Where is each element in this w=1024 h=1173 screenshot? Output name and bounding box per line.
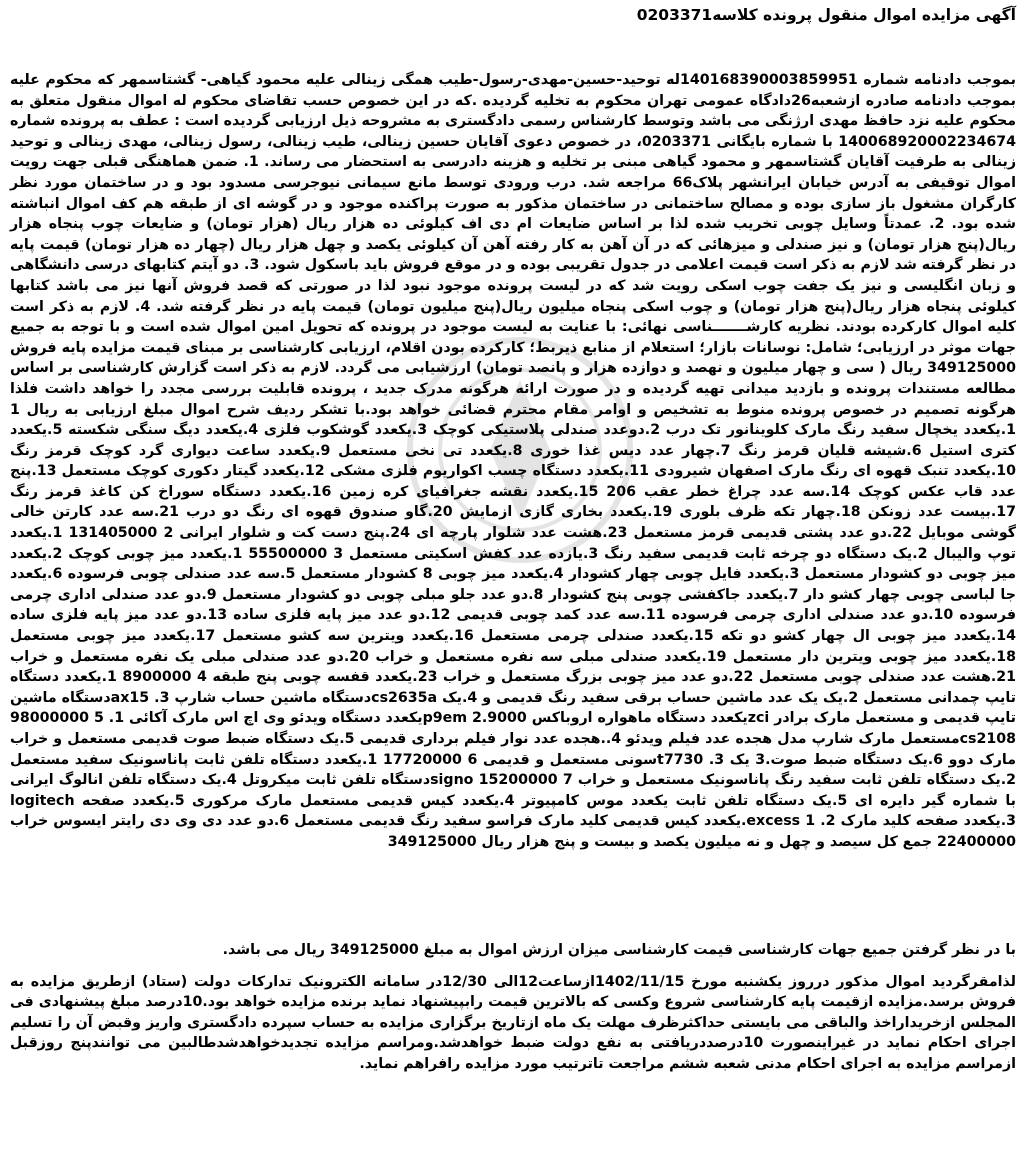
auction-terms: لذامقرگردید اموال مذکور درروز یکشنبه مورخ 1402/11/15ازساعت12الی 12/30در سامانه الکترونیک تدارکات دولت (ستاد) ازطریق مزایده به فروش برسد.مزایده ازقیمت پایه کارشناسی شروع وکسی که بالاترین قیمت رابپیشنهاد نماید برنده مزایده خواهد بود.10درصد مبلغ پیشنهادی فی المجلس ازخریداراخذ والباقی می بایستی حداکثرظرف مهلت یک ماه ازتاریخ برگزاری مزایده به حساب سپرده دادگستری واریز وقبض آن را تسلیم اجرای احکام نماید در غیراینصورت 10درصددریافتی به نفع دولت ضبط خواهدشد.ومراسم مزایده تجدیدخواهدشدطالبین می توانندپنج روزقبل ازمراسم مزایده به اجرای احکام مدنی شعبه ششم مراجعت تاترتیب مورد مزایده رافراهم نماید.: [10, 974, 1016, 1072]
valuation-summary: با در نظر گرفتن جمیع جهات کارشناسی قیمت کارشناسی میزان ارزش اموال به مبلغ 349125000 ریال می باشد.: [222, 942, 1016, 958]
notice-title: آگهی مزایده اموال منقول پرونده کلاسه0203371: [636, 6, 1016, 24]
notice-body: بموجب دادنامه شماره 140168390003859951له توحید-حسین-مهدی-رسول-طیب همگی زینالی علیه محمود گیاهی- گشتاسمهر که محکوم علیه بموجب دادنامه صادره ازشعبه26دادگاه عمومی تهران محکوم به تخلیه گردیده .که در این خصوص حسب تقاضای محکوم له اموال منقول متعلق به محکوم علیه نزد حافظ مهدی ارژنگی می باشد وتوسط کارشناس رسمی دادگستری به مشروحه ذیل ارزیابی گردیده است : عطف به پرونده شماره 140068920002234674 با شماره بایگانی 0203371، در خصوص دعوی آقایان حسین زینالی، طیب زینالی، رسول زینالی، مهدی زینالی و توحید زینالی به طرفیت آقایان گشتاسمهر و محمود گیاهی مبنی بر تخلیه و هزینه دادرسی به استحضار می رساند. 1. ضمن هماهنگی قبلی جهت رویت اموال توقیفی به آدرس خیابان ایرانشهر پلاک66 مراجعه شد. درب ورودی توسط مانع سیمانی نیوجرسی مسدود بود و در ساختمان مورد نظر کارگران مشغول باز سازی بوده و مصالح ساختمانی در ساختمان مذکور به صورت پراکنده موجود و در گوشه ای از طبقه هم کف اموال انباشته شده بود. 2. عمدتاً وسایل چوبی تخریب شده لذا بر اساس ضایعات ام دی اف کیلوئی ده هزار ریال (هزار تومان) و ضایعات چوب پنجاه هزار ریال(پنج هزار تومان) و نیز صندلی و میزهائی که در آن آهن به کار رفته آهن آن کیلوئی یکصد و چهل هزار ریال (چهار ده هزار تومان) قیمت پایه در نظر گرفته شد لازم به ذکر است قیمت اعلامی در جدول تقریبی بوده و در موقع فروش باید باسکول شود. 3. دو آیتم کتابهای درسی دانشگاهی و زبان انگلیسی و نیز یک جفت چوب اسکی رویت شد که در لیست پرونده موجود نبود لذا در صورتی که قصد فروش آنها نیز می باشد کتابها کیلوئی پنجاه هزار ریال(پنج هزار تومان) و چوب اسکی پنجاه میلیون ریال(پنج میلیون تومان) قیمت پایه در نظر گرفته شد. 4. لازم به ذکر است کلیه اموال کارکرده بودند. نظریه کارشـــــــناسی نهائی: با عنایت به لیست موجود در پرونده که تحویل امین اموال شده است و با توجه به جمیع جهات موثر در ارزیابی؛ شامل: نوسانات بازار؛ استعلام از منابع ذیربط؛ کارکرده بودن اقلام، ارزیابی کارشناسی بر مبنای قیمت مزایده پایه فروش 349125000 ریال ( سی و چهار میلیون و نهصد و دوازده هزار و پانصد تومان) ارزشیابی می گردد. لازم به ذکر است گزارش کارشناسی بر اساس مطالعه مستندات پرونده و بازدید میدانی تهیه گردیده و در صورت ارائه هرگونه مدرک جدید ، پرونده قابلیت بررسی مجدد را خواهد داشت فلذا هرگونه تصمیم در خصوص پرونده منوط به تشخیص و اوامر مقام محترم قضائی خواهد بود.با تشکر ردیف شرح اموال مبلغ ارزیابی به ریال 1 1.یکعدد یخچال سفید رنگ مارک کلوینانور تک درب 2.دوعدد صندلی پلاستیکی کوچک 3.یکعدد گوشکوب فلزی 4.یکعدد دیگ سنگی شکسته 5.یکعدد کتری استیل 6.شیشه قلیان قرمز رنگ 7.چهار عدد دیس غذا خوری 8.یکعدد تی نخی مستعمل 9.یکعدد ساعت دیواری گرد کوچک قرمز رنگ 10.یکعدد تنبک قهوه ای رنگ مارک اصفهان شیرودی 11.یکعدد دستگاه چسب اکواریوم فلزی مشکی 12.یکعدد گیتار دکوری کوچک مستعمل 13.پنج عدد قاب عکس کوچک 14.سه عدد چراغ خطر عقب 206 15.یکعدد نقشه جغرافیای کره زمین 16.یکعدد دستگاه سوراخ کن کاغذ قرمز رنگ 17.بیست عدد زونکن 18.چهار تکه ظرف بلوری 19.یکعدد بخاری گازی ازمایش 20.گاو صندوق قهوه ای رنگ دو درب 21.سه عدد کارتن خالی گوشی موبایل 22.دو عدد پشتی قدیمی قرمز مستعمل 23.هشت عدد شلوار پارچه ای 24.پنج دست کت و شلوار ایرانی 2 131405000 1.یکعدد توپ والیبال 2.یک دستگاه دو چرخه ثابت قدیمی سفید رنگ 3.یازده عدد کفش اسکیتی مستعمل 3 55500000 1.یکعدد میز چوبی کوچک 2.یکعدد میز چوبی دو کشودار مستعمل 3.یکعدد فایل چوبی چهار کشودار 4.یکعدد میز چوبی 8 کشودار مستعمل 5.سه عدد صندلی چوبی فرسوده 6.یکعدد جا لباسی چوبی چهار کشو دار 7.یکعدد جاکفشی چوبی پنج کشودار 8.دو عدد جلو مبلی چوبی دو کشودار مستعمل 9.دو عدد صندلی اداری چرمی فرسوده 10.دو عدد صندلی اداری چرمی فرسوده 11.سه عدد کمد چوبی قدیمی 12.دو عدد میز پایه فلزی ساده 13.دو عدد میز پایه فلزی ساده 14.یکعدد میز چوبی ال چهار کشو دو تکه 15.یکعدد صندلی چرمی مستعمل 16.یکعدد ویترین سه کشو مستعمل 17.یکعدد میز چوبی مستعمل 18.یکعدد میز چوبی ویترین دار مستعمل 19.یکعدد صندلی مبلی سه نفره مستعمل و خراب 20.دو عدد صندلی مبلی یک نفره مستعمل و خراب 21.هشت عدد صندلی چوبی مستعمل 22.دو عدد میز چوبی بزرگ مستعمل و خراب 23.یکعدد قفسه چوبی پنج طبقه 4 8900000 1.یکعدد دستگاه تایپ چمدانی مستعمل 2.یک یک عدد ماشین حساب برقی سفید رنگ قدیمی و 4.یک cs2635aدستگاه ماشین حساب شارپ 3. ax15دستگاه ماشین تایپ قدیمی و مستعمل مارک برادر zciیکعدد دستگاه ماهواره اروباکس 2.9000 p9emیکعدد دستگاه ویدئو وی اچ اس مارک آکائی 1. 5 98000000 cs2108مستعمل مارک شارپ مدل هجده عدد فیلم ویدئو 4..هجده عدد نوار فیلم برداری قدیمی 5.یک دستگاه ضبط صوت قدیمی مستعمل و خراب مارک دوو 6.یک دستگاه ضبط صوت.3 یک t7730 .3سونی مستعمل و قدیمی 6 17720000 1.یکعدد دستگاه تلفن ثابت پاناسونیک سفید مستعمل 2.یک دستگاه تلفن ثابت سفید رنگ پاناسونیک مستعمل و خراب 7 15200000 signoدستگاه تلفن ثابت میکروتل 4.یک دستگاه تلفن انالوگ ایرانی با شماره گیر دایره ای 5.یک دستگاه تلفن ثابت یکعدد موس کامپیوتر 4.یکعدد کیس قدیمی مستعمل مارک مرکوری 5.یکعدد صفحه logitech 3.یکعدد صفحه کلید مارک 2. excess 1.یکعدد کیس قدیمی کلید مارک فراسو سفید رنگ قدیمی مستعمل 6.دو عدد دی وی دی رایتر ایسوس خراب 22400000 جمع کل سیصد و چهل و نه میلیون یکصد و بیست و پنج هزار ریال 349125000: [9, 72, 1017, 850]
